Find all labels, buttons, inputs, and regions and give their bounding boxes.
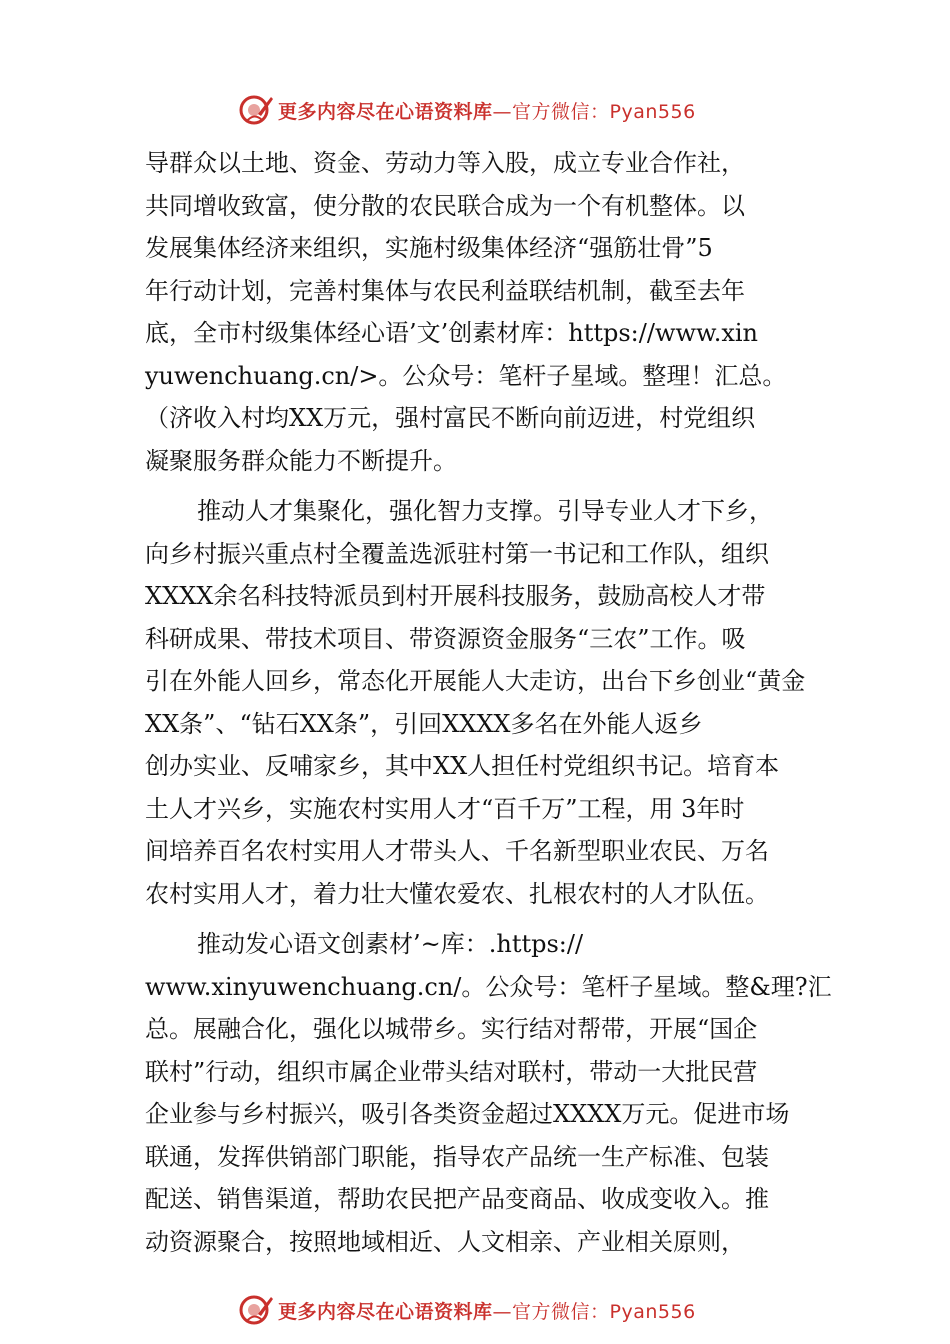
text-line: （济收入村均XX万元，强村富民不断向前迈进，村党组织: [145, 404, 756, 432]
text-line: 间培养百名农村实用人才带头人、千名新型职业农民、万名: [145, 837, 769, 865]
footer-banner-text: 更多内容尽在心语资料库—官方微信：Pyan556: [278, 1300, 696, 1323]
footer-banner: [238, 1288, 696, 1332]
text-line: 底，全市村级集体经心语’文’创素材库：https://www.xin: [145, 319, 759, 347]
text-line: 科研成果、带技术项目、带资源资金服务“三农”工作。吸: [145, 624, 746, 653]
text-line: 联村”行动，组织市属企业带头结对联村，带动一大批民营: [145, 1057, 758, 1086]
text-line: 创办实业、反哺家乡，其中XX人担任村党组织书记。培育本: [145, 752, 780, 780]
text-line: 向乡村振兴重点村全覆盖选派驻村第一书记和工作队，组织: [145, 539, 769, 568]
text-line: 凝聚服务群众能力不断提升。: [145, 446, 457, 475]
text-line: 导群众以土地、资金、劳动力等入股，成立专业合作社，: [145, 149, 745, 177]
text-line: 共同增收致富，使分散的农民联合成为一个有机整体。以: [145, 191, 745, 220]
text-line: 总。展融合化，强化以城带乡。实行结对帮带，开展“国企: [145, 1015, 758, 1043]
text-line: 引在外能人回乡，常态化开展能人大走访，出台下乡创业“黄金: [145, 667, 806, 695]
text-line: 联通，发挥供销部门职能，指导农产品统一生产标准、包装: [145, 1142, 769, 1171]
text-line: 配送、销售渠道，帮助农民把产品变商品、收成变收入。推: [145, 1185, 769, 1213]
header-banner-text: 更多内容尽在心语资料库—官方微信：Pyan556: [278, 100, 696, 123]
text-line: XXXX余名科技特派员到村开展科技服务，鼓励高校人才带: [145, 582, 766, 610]
paragraph-1: [145, 142, 817, 482]
body-text: [145, 142, 832, 1271]
text-line: 年行动计划，完善村集体与农民利益联结机制，截至去年: [145, 276, 745, 305]
text-line: 企业参与乡村振兴，吸引各类资金超过XXXX万元。促进市场: [145, 1100, 790, 1128]
text-line: 农村实用人才，着力壮大懂农爱农、扎根农村的人才队伍。: [145, 879, 769, 908]
text-line: 动资源聚合，按照地域相近、人文相亲、产业相关原则，: [145, 1227, 745, 1256]
text-line: yuwenchuang.cn/>。公众号：笔杆子星域。整理！汇总。: [145, 361, 787, 390]
text-line: 土人才兴乡，实施农村实用人才“百千万”工程，用 3年时: [145, 794, 745, 823]
text-line: www.xinyuwenchuang.cn/。公众号：笔杆子星域。整&理?汇: [145, 972, 832, 1001]
brand-logo-icon: [238, 1292, 274, 1328]
paragraph-3: [145, 923, 832, 1263]
text-line: 推动人才集聚化，强化智力支撑。引导专业人才下乡，: [197, 497, 773, 525]
header-banner: [238, 88, 696, 132]
text-line: 发展集体经济来组织，实施村级集体经济“强筋壮骨”5: [145, 234, 713, 262]
paragraph-2: [145, 490, 817, 915]
brand-logo-icon: [238, 92, 274, 128]
text-line: 推动发心语文创素材’~库：.https://: [197, 930, 584, 958]
text-line: XX条”、“钻石XX条”，引回XXXX多名在外能人返乡: [145, 709, 703, 738]
